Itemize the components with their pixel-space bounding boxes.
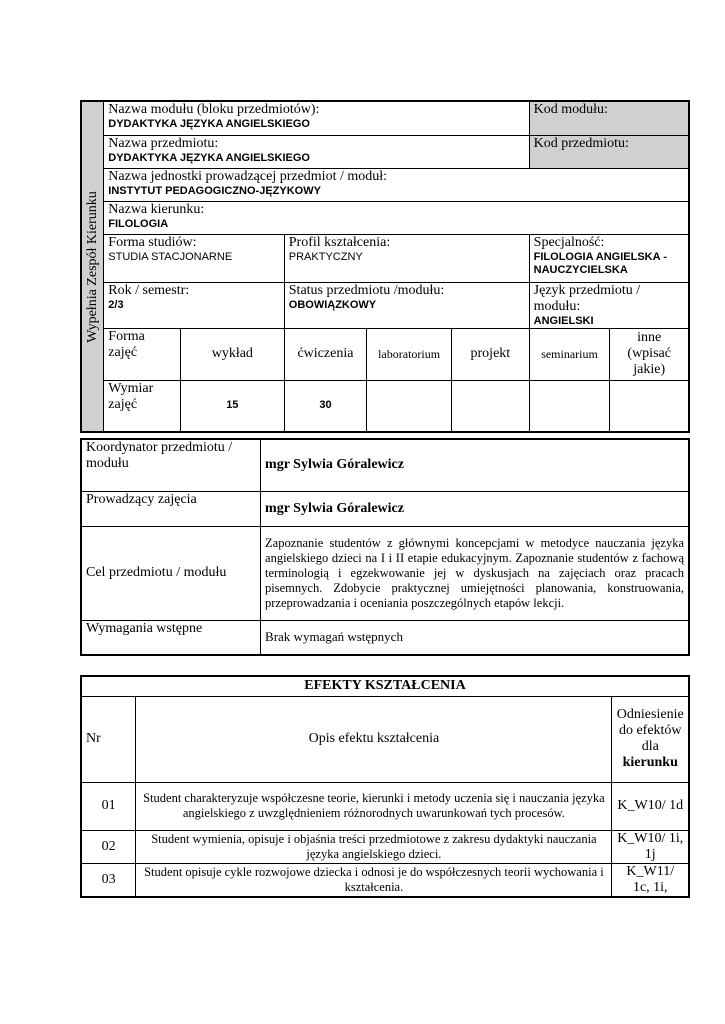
side-label-cell (81, 101, 104, 432)
subject-code-label: Kod przedmiotu: (533, 135, 629, 151)
hours-exercises: 30 (284, 380, 366, 432)
row-nr: 02 (81, 830, 136, 863)
profile-label: Profil kształcenia: (288, 234, 391, 250)
col-lab: laboratorium (367, 328, 452, 380)
field-label: Nazwa kierunku: (108, 201, 205, 217)
module-info-table (80, 100, 690, 433)
col-seminar: seminarium (529, 328, 610, 380)
form-label: Forma studiów: (108, 234, 197, 250)
row-desc: Student charakteryzuje współczesne teorie, kierunki i metody uczenia się i nauczania języka angielskiego z uwzględnieniem różnorodnych uwarunkowań tych procesów. (136, 782, 612, 830)
row-ref: K_W11/ 1c, 1i, (612, 863, 689, 897)
outcomes-table (80, 675, 690, 898)
course-info-table (80, 438, 690, 656)
col-other: inne (wpisać jakie) (610, 328, 689, 380)
row-desc: Student wymienia, opisuje i objaśnia treści przedmiotowe z zakresu dydaktyki nauczania języka angielskiego dzieci. (136, 830, 612, 863)
hours-label: Wymiar zajęć (104, 380, 181, 432)
coordinator-label: Koordynator przedmiotu / modułu (81, 439, 261, 491)
forms-label: Forma zajęć (104, 328, 181, 380)
spec-label: Specjalność: (533, 234, 605, 250)
outcomes-title: EFEKTY KSZTAŁCENIA (81, 676, 689, 696)
lang-value: ANGIELSKI (533, 314, 594, 327)
lang-label: Język przedmiotu / modułu: (533, 282, 641, 314)
subject-name-label: Nazwa przedmiotu: (108, 135, 219, 151)
requirements-value: Brak wymagań wstępnych (261, 620, 689, 655)
col-nr: Nr (81, 696, 136, 782)
module-name-label: Nazwa modułu (bloku przedmiotów): (108, 102, 320, 117)
row-nr: 03 (81, 863, 136, 897)
col-ref-cell (612, 696, 689, 782)
module-code-label: Kod modułu: (533, 102, 608, 117)
status-label: Status przedmiotu /modułu: (288, 282, 445, 298)
subject-name-value: DYDAKTYKA JĘZYKA ANGIELSKIEGO (108, 151, 310, 164)
row-ref: K_W10/ 1d (612, 782, 689, 830)
module-name-value: DYDAKTYKA JĘZYKA ANGIELSKIEGO (108, 118, 310, 130)
year-label: Rok / semestr: (108, 282, 190, 298)
side-label: Wypełnia Zespół Kierunku (84, 190, 100, 343)
col-ref: Odniesienie do efektów dla (616, 707, 684, 754)
status-value: OBOWIĄZKOWY (288, 298, 377, 311)
teacher-value: mgr Sylwia Góralewicz (261, 491, 689, 526)
col-exercises: ćwiczenia (284, 328, 366, 380)
hours-lecture: 15 (180, 380, 284, 432)
goal-value: Zapoznanie studentów z głównymi koncepcjami w metodyce nauczania języka angielskiego dzieci na I i II etapie edukacyjnym. Zapoznanie studentów z fachową terminologią i egzekwowanie jej w dyskusjach na zajęciach oraz pracach pisemnych. Zdobycie praktycznej umiejętności planowania, konstruowania, przeprowadzania i oceniania poszczególnych etapów lekcji. (261, 526, 689, 620)
col-desc: Opis efektu kształcenia (136, 696, 612, 782)
field-value: FILOLOGIA (108, 217, 169, 230)
hours-seminar (529, 380, 610, 432)
goal-label: Cel przedmiotu / modułu (81, 526, 261, 620)
row-desc: Student opisuje cykle rozwojowe dziecka i odnosi je do współczesnych teorii wychowania i kształcenia. (136, 863, 612, 897)
year-value: 2/3 (108, 298, 124, 311)
spec-value: FILOLOGIA ANGIELSKA - NAUCZYCIELSKA (533, 250, 667, 276)
col-lecture: wykład (180, 328, 284, 380)
profile-value: PRAKTYCZNY (288, 250, 363, 263)
row-ref: K_W10/ 1i, 1j (612, 830, 689, 863)
row-nr: 01 (81, 782, 136, 830)
unit-label: Nazwa jednostki prowadzącej przedmiot / moduł: (108, 168, 388, 184)
hours-lab (367, 380, 452, 432)
teacher-label: Prowadzący zajęcia (81, 491, 261, 526)
col-ref-bold: kierunku (622, 755, 678, 770)
requirements-label: Wymagania wstępne (81, 620, 261, 655)
coordinator-value: mgr Sylwia Góralewicz (261, 439, 689, 491)
hours-other (610, 380, 689, 432)
form-value: STUDIA STACJONARNE (108, 250, 233, 263)
col-project: projekt (452, 328, 530, 380)
hours-project (452, 380, 530, 432)
unit-value: INSTYTUT PEDAGOGICZNO-JĘZYKOWY (108, 184, 321, 197)
